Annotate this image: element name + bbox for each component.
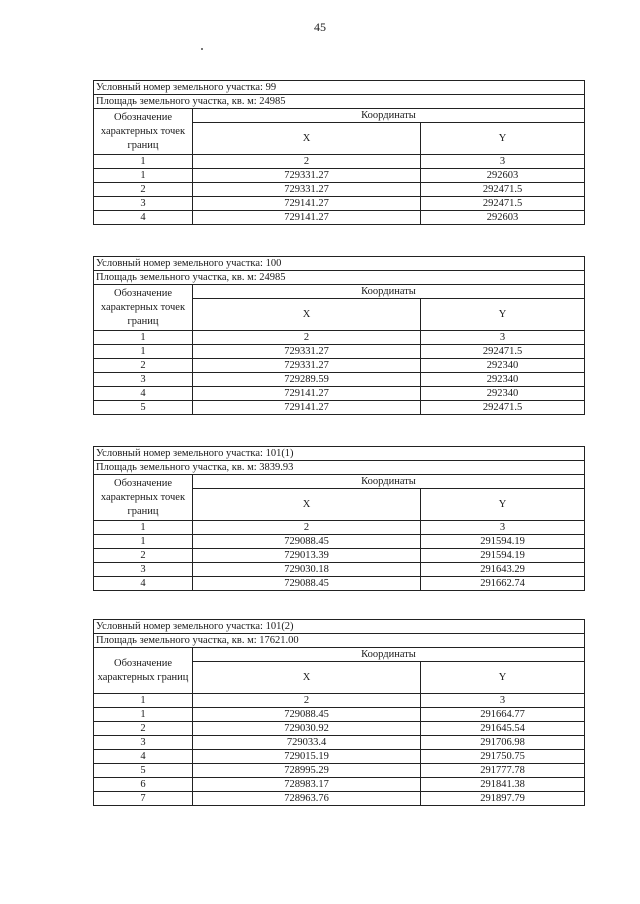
- y-header: Y: [421, 123, 585, 155]
- x-value: 729141.27: [193, 211, 421, 225]
- point-id: 5: [94, 764, 193, 778]
- x-value: 729141.27: [193, 401, 421, 415]
- table-row: [94, 401, 585, 415]
- designation-header: Обозначение характерных границ: [94, 648, 193, 694]
- index-row: [94, 331, 585, 345]
- table-row: [94, 778, 585, 792]
- parcel-table-100: [93, 256, 584, 415]
- index-cell: 1: [94, 694, 193, 708]
- y-value: 291594.19: [421, 535, 585, 549]
- index-row: [94, 694, 585, 708]
- y-value: 291706.98: [421, 736, 585, 750]
- index-cell: 3: [421, 331, 585, 345]
- x-header: X: [193, 299, 421, 331]
- designation-header: Обозначение характерных точек границ: [94, 285, 193, 331]
- parcel-number: Условный номер земельного участка: 101(1): [94, 447, 585, 461]
- table-row: [94, 577, 585, 591]
- x-value: 729088.45: [193, 577, 421, 591]
- table-row: [94, 183, 585, 197]
- table-row: [94, 211, 585, 225]
- designation-header: Обозначение характерных точек границ: [94, 109, 193, 155]
- y-header: Y: [421, 299, 585, 331]
- point-id: 4: [94, 750, 193, 764]
- coordinates-header: Координаты: [193, 285, 585, 299]
- index-row: [94, 155, 585, 169]
- x-value: 729013.39: [193, 549, 421, 563]
- x-header: X: [193, 489, 421, 521]
- point-id: 3: [94, 197, 193, 211]
- table-row: [94, 708, 585, 722]
- table-row: [94, 722, 585, 736]
- point-id: 1: [94, 169, 193, 183]
- x-value: 729331.27: [193, 359, 421, 373]
- x-value: 729141.27: [193, 197, 421, 211]
- index-cell: 1: [94, 331, 193, 345]
- table-row: [94, 792, 585, 806]
- y-value: 291664.77: [421, 708, 585, 722]
- y-value: 292340: [421, 387, 585, 401]
- y-value: 291645.54: [421, 722, 585, 736]
- x-value: 728983.17: [193, 778, 421, 792]
- index-cell: 3: [421, 155, 585, 169]
- x-header: X: [193, 123, 421, 155]
- table-row: [94, 169, 585, 183]
- coordinates-header: Координаты: [193, 109, 585, 123]
- point-id: 3: [94, 736, 193, 750]
- x-header: X: [193, 662, 421, 694]
- table-row: [94, 359, 585, 373]
- parcel-area: Площадь земельного участка, кв. м: 24985: [94, 95, 585, 109]
- point-id: 1: [94, 708, 193, 722]
- point-id: 3: [94, 373, 193, 387]
- index-cell: 3: [421, 521, 585, 535]
- index-cell: 2: [193, 155, 421, 169]
- index-cell: 2: [193, 521, 421, 535]
- x-value: 728995.29: [193, 764, 421, 778]
- y-value: 291897.79: [421, 792, 585, 806]
- y-value: 292471.5: [421, 183, 585, 197]
- parcel-table-101-2: [93, 619, 584, 806]
- coordinates-header: Координаты: [193, 475, 585, 489]
- point-id: 4: [94, 387, 193, 401]
- table-row: [94, 736, 585, 750]
- table-row: [94, 549, 585, 563]
- scan-speck: [201, 48, 203, 50]
- x-value: 729030.18: [193, 563, 421, 577]
- index-row: [94, 521, 585, 535]
- parcel-number: Условный номер земельного участка: 101(2): [94, 620, 585, 634]
- index-cell: 1: [94, 521, 193, 535]
- y-value: 291662.74: [421, 577, 585, 591]
- y-value: 292603: [421, 169, 585, 183]
- point-id: 4: [94, 577, 193, 591]
- x-value: 729141.27: [193, 387, 421, 401]
- x-value: 729033.4: [193, 736, 421, 750]
- index-cell: 3: [421, 694, 585, 708]
- table-row: [94, 373, 585, 387]
- y-header: Y: [421, 662, 585, 694]
- point-id: 2: [94, 549, 193, 563]
- x-value: 729088.45: [193, 535, 421, 549]
- y-value: 292471.5: [421, 345, 585, 359]
- table-row: [94, 387, 585, 401]
- y-value: 292471.5: [421, 401, 585, 415]
- parcel-area: Площадь земельного участка, кв. м: 24985: [94, 271, 585, 285]
- table-row: [94, 345, 585, 359]
- point-id: 5: [94, 401, 193, 415]
- table-row: [94, 197, 585, 211]
- x-value: 728963.76: [193, 792, 421, 806]
- y-value: 292340: [421, 359, 585, 373]
- point-id: 2: [94, 359, 193, 373]
- y-value: 292340: [421, 373, 585, 387]
- y-value: 291841.38: [421, 778, 585, 792]
- parcel-number: Условный номер земельного участка: 100: [94, 257, 585, 271]
- point-id: 1: [94, 345, 193, 359]
- parcel-area: Площадь земельного участка, кв. м: 17621.00: [94, 634, 585, 648]
- index-cell: 2: [193, 694, 421, 708]
- x-value: 729289.59: [193, 373, 421, 387]
- page-number: 45: [314, 20, 326, 34]
- x-value: 729015.19: [193, 750, 421, 764]
- point-id: 2: [94, 722, 193, 736]
- table-row: [94, 764, 585, 778]
- x-value: 729030.92: [193, 722, 421, 736]
- x-value: 729331.27: [193, 183, 421, 197]
- y-value: 291643.29: [421, 563, 585, 577]
- coordinates-header: Координаты: [193, 648, 585, 662]
- x-value: 729331.27: [193, 345, 421, 359]
- y-value: 292603: [421, 211, 585, 225]
- y-value: 291750.75: [421, 750, 585, 764]
- table-row: [94, 750, 585, 764]
- point-id: 3: [94, 563, 193, 577]
- table-row: [94, 535, 585, 549]
- y-header: Y: [421, 489, 585, 521]
- parcel-area: Площадь земельного участка, кв. м: 3839.93: [94, 461, 585, 475]
- point-id: 7: [94, 792, 193, 806]
- parcel-number: Условный номер земельного участка: 99: [94, 81, 585, 95]
- point-id: 6: [94, 778, 193, 792]
- index-cell: 1: [94, 155, 193, 169]
- designation-header: Обозначение характерных точек границ: [94, 475, 193, 521]
- y-value: 291777.78: [421, 764, 585, 778]
- index-cell: 2: [193, 331, 421, 345]
- point-id: 1: [94, 535, 193, 549]
- y-value: 291594.19: [421, 549, 585, 563]
- point-id: 4: [94, 211, 193, 225]
- y-value: 292471.5: [421, 197, 585, 211]
- x-value: 729088.45: [193, 708, 421, 722]
- point-id: 2: [94, 183, 193, 197]
- parcel-table-99: [93, 80, 584, 225]
- table-row: [94, 563, 585, 577]
- parcel-table-101-1: [93, 446, 584, 591]
- x-value: 729331.27: [193, 169, 421, 183]
